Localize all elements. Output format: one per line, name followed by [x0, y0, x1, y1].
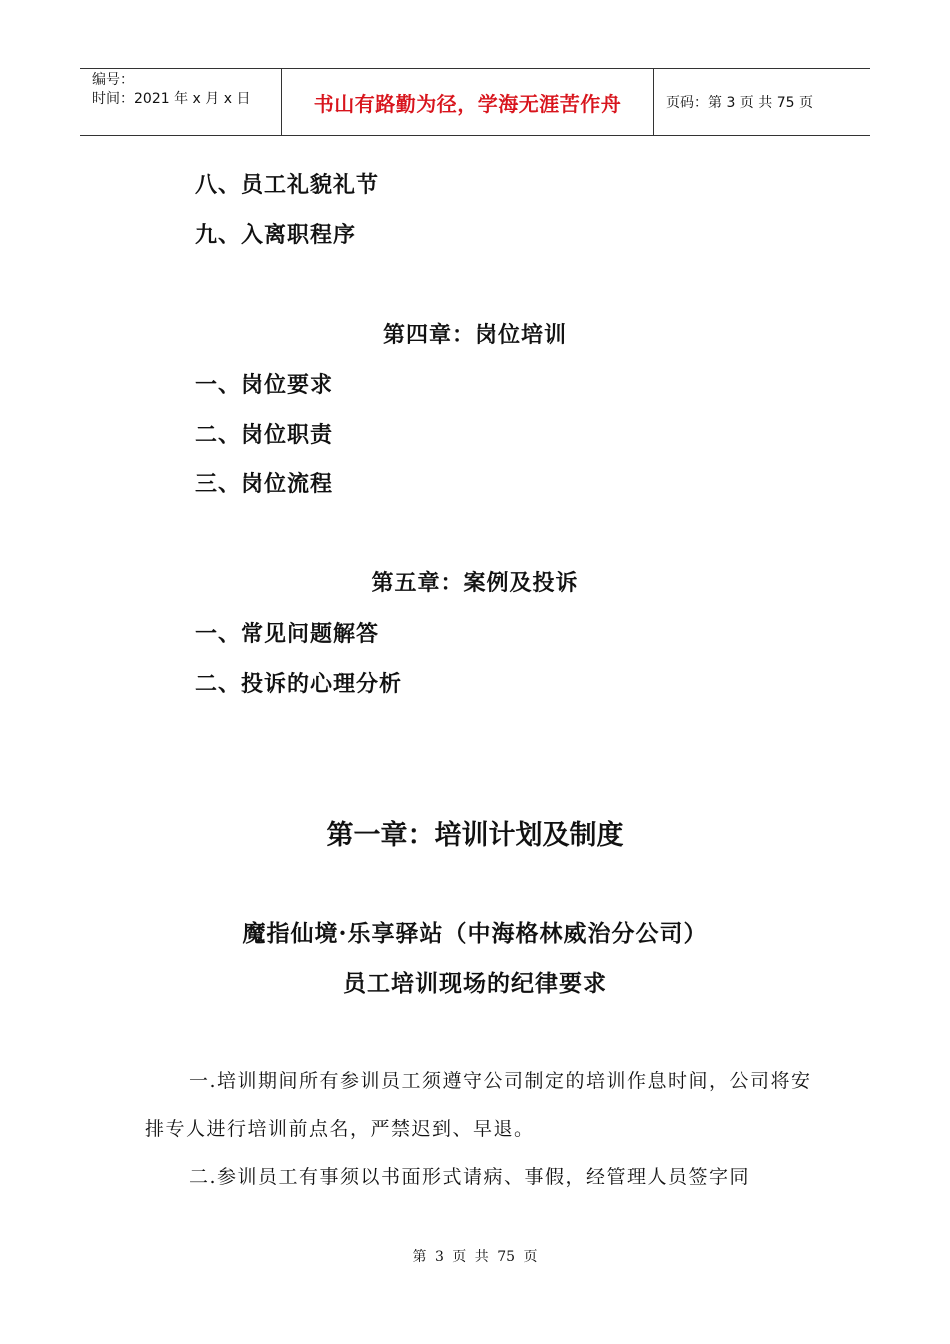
header-motto: 书山有路勤为径，学海无涯苦作舟 — [282, 69, 654, 135]
body-paragraph — [145, 1057, 815, 1153]
page-header — [80, 68, 870, 136]
toc-item: 二、投诉的心理分析 — [195, 671, 403, 697]
toc-item: 八、员工礼貌礼节 — [195, 172, 380, 198]
header-number-label: 编号： — [92, 72, 134, 88]
header-time-label: 时间：2021 年 x 月 x 日 — [92, 91, 251, 107]
header-meta — [80, 69, 282, 135]
paragraph-text: 二.参训员工有事须以书面形式请病、事假，经管理人员签字同 — [189, 1166, 751, 1188]
toc-item: 一、常见问题解答 — [195, 621, 380, 647]
toc-item: 二、岗位职责 — [195, 422, 334, 448]
toc-item: 九、入离职程序 — [195, 222, 357, 248]
toc-item: 一、岗位要求 — [195, 372, 334, 398]
section-subtitle: 魔指仙境·乐享驿站（中海格林威治分公司） — [242, 920, 708, 947]
section-subtitle: 员工培训现场的纪律要求 — [343, 970, 607, 997]
chapter-title: 第一章：培训计划及制度 — [326, 820, 624, 851]
header-page-info: 页码：第 3 页 共 75 页 — [666, 95, 813, 111]
paragraph-text: 一.培训期间所有参训员工须遵守公司制定的培训作息时间，公司将安排专人进行培训前点名，严禁迟到、早退。 — [145, 1070, 812, 1140]
body-paragraph — [145, 1153, 815, 1201]
toc-item: 三、岗位流程 — [195, 471, 334, 497]
toc-chapter-heading: 第五章：案例及投诉 — [371, 570, 579, 596]
toc-chapter-heading: 第四章：岗位培训 — [382, 322, 567, 348]
page-footer: 第 3 页 共 75 页 — [412, 1249, 538, 1265]
